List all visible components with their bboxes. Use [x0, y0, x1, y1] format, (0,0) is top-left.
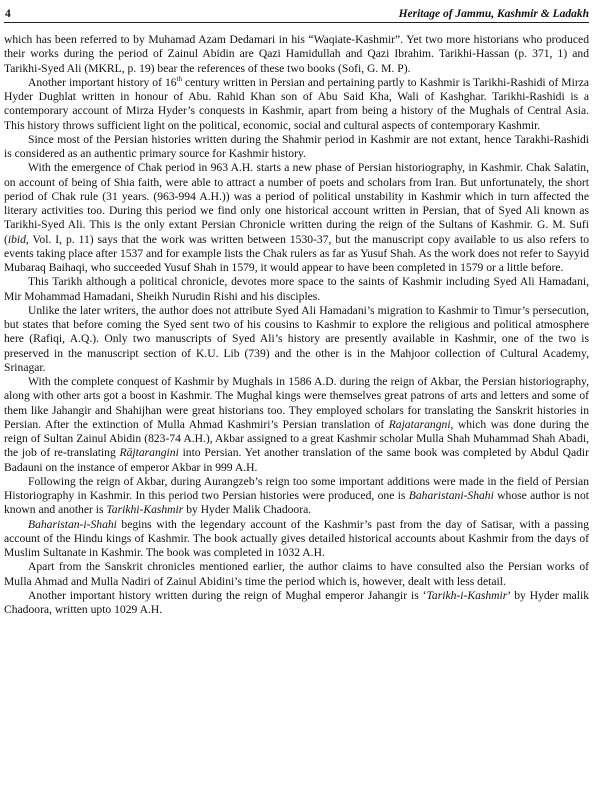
text-run: Following the reign of Akbar, during Aurangzeb’s reign too some important additions were made in the field of Persian Historiography in Kashmir. In this period two Persian histories were produced, one is — [4, 474, 589, 502]
text-run: by Hyder Malik Chadoora. — [183, 503, 312, 517]
text-run: Apart from the Sanskrit chronicles mentioned earlier, the author claims to have consulted also the Persian works of Mulla Ahmad and Mulla Nadiri of Zainul Abidini’s time the period which is, however, dealt with less detail. — [4, 560, 589, 588]
paragraph — [4, 589, 589, 618]
text-run: into Persian. Yet another translation of the same book was completed by Abdul Qadir Badauni on the instance of emperor Akbar in 999 A.H. — [4, 446, 589, 474]
text-run: This Tarikh although a political chronicle, devotes more space to the saints of Kashmir including Syed Ali Hamadani, Mir Mohammad Hamadani, Sheikh Nurudin Rishi and his disciples. — [4, 275, 589, 303]
text-run: Another important history of 16 — [28, 75, 177, 89]
text-run: century written in Persian and pertaining partly to Kashmir is Tarikhi-Rashidi of Mirza Hyder Dughlat written in honour of Abu. Rahid Khan son of Abu Said Kha, Wali of Kashghar. Tarikhi-Rashidi is a contemporary account of Mirza Hyder’s conquests in Kashmir, apart from being a history of the Mughals of Central Asia. This history throws sufficient light on the political, economic, social and cultural aspects of contemporary Kashmir. — [4, 75, 589, 132]
italic-text: Rajatarangni — [388, 417, 451, 431]
text-run: which has been referred to by Muhamad Azam Dedamari in his “Waqiate-Kashmir”. Yet two more historians who produced their works during the period of Zainul Abidin are Qazi Hamidullah and Qazi Ibrahim. Tarikhi-Hassan (p. 371, 1) and Tarikhi-Syed Ali (MKRL, p. 19) bear the references of these two books (Sofi, G. M. P). — [4, 33, 589, 75]
paragraph — [4, 518, 589, 561]
text-run: Since most of the Persian histories written during the Shahmir period in Kashmir are not extant, hence Tarakhi-Rashidi is considered as an authentic primary source for Kashmir history. — [4, 132, 589, 160]
italic-text: ibid — [7, 232, 26, 246]
italic-text: Baharistani-Shahi — [408, 489, 494, 502]
paragraph — [4, 161, 589, 275]
paragraph — [4, 33, 589, 76]
italic-text: Rājtarangini — [119, 446, 179, 460]
italic-text: Tarikh-i-Kashmir — [426, 588, 508, 602]
page-header — [4, 5, 589, 23]
paragraph — [4, 133, 589, 162]
italic-text: Tarikhi-Kashmir — [106, 503, 184, 517]
text-run: With the emergence of Chak period in 963 A.H. starts a new phase of Persian historiography, in Kashmir. Chak Salatin, on account of being of Shia faith, were able to attract a number of poets and scholars from Iran. But unfortunately, the short period of Chak rule (31 years. (963-994 A.H.)) was a period of political unstability in Kashmir which in turn affected the literary activities too. During this period we find only one historical account written in Persian, that of Syed Ali known as Tarikhi-Syed Ali. This is the only extant Persian Chronicle written during the reign of the Sultans of Kashmir. G. M. Sufi ( — [4, 161, 589, 246]
paragraph — [4, 304, 589, 375]
text-run: ’ by Hyder malik Chadoora, written upto 1029 A.H. — [4, 588, 590, 616]
paragraph — [4, 560, 589, 589]
text-run: Unlike the later writers, the author does not attribute Syed Ali Hamadani’s migration to Kashmir to Timur’s persecution, but states that before coming the Syed sent two of his cousins to Kashmir to explore the religious and political atmosphere here (Rafiqi, A.Q.). Only two manuscripts of Syed Ali’s history are presently available in Kashmir, one of the two is preserved in the manuscript section of K.U. Lib (739) and the other is in the Mahjoor collection of Cultural Academy, Srinagar. — [4, 303, 589, 374]
paragraph — [4, 375, 589, 475]
text-run: Another important history written during the reign of Mughal emperor Jahangir is ‘ — [28, 588, 427, 602]
page-number: 4 — [5, 8, 11, 20]
running-title: Heritage of Jammu, Kashmir & Ladakh — [398, 8, 589, 20]
text-run: begins with the legendary account of the Kashmir’s past from the day of Satisar, with a passing account of the Hindu kings of Kashmir. The book actually gives detailed historical accounts about Kashmir from the days of Muslim Sultanate in Kashmir. The book was completed in 1032 A.H. — [4, 517, 589, 559]
text-run: , Vol. I, p. 11) says that the work was written between 1530-37, but the manuscript copy available to us also refers to events taking place after 1537 and for example lists the Chak rulers as far as Yusuf Shah. As the work does not refer to Sayyid Mubaraq Baihaqi, who succeeded Yusuf Shah in 1579, it would appear to have been completed in 1579 or a little before. — [4, 232, 589, 274]
superscript: th — [176, 74, 182, 83]
paragraph — [4, 475, 589, 518]
paragraph — [4, 275, 589, 304]
text-run: whose author is not known and another is — [4, 489, 589, 517]
paragraph — [4, 76, 589, 133]
italic-text: Baharistan-i-Shahi — [28, 517, 117, 531]
text-run: , which was done during the reign of Sultan Zainul Abidin (823-74 A.H.), Akbar assigned to a great Kashmir scholar Mulla Shah Muhammad Shah Abadi, the job of re-translating — [4, 417, 589, 460]
text-run: With the complete conquest of Kashmir by Mughals in 1586 A.D. during the reign of Akbar, the Persian historiography, along with other arts got a boost in Kashmir. The Mughal kings were themselves great patrons of arts and letters and some of them like Jahangir and Shahijhan were great historians too. They employed scholars for translating the Sanskrit histories in Persian. After the extinction of Mulla Ahmad Kashmiri’s Persian translation of — [4, 375, 589, 431]
body-text — [4, 33, 589, 617]
